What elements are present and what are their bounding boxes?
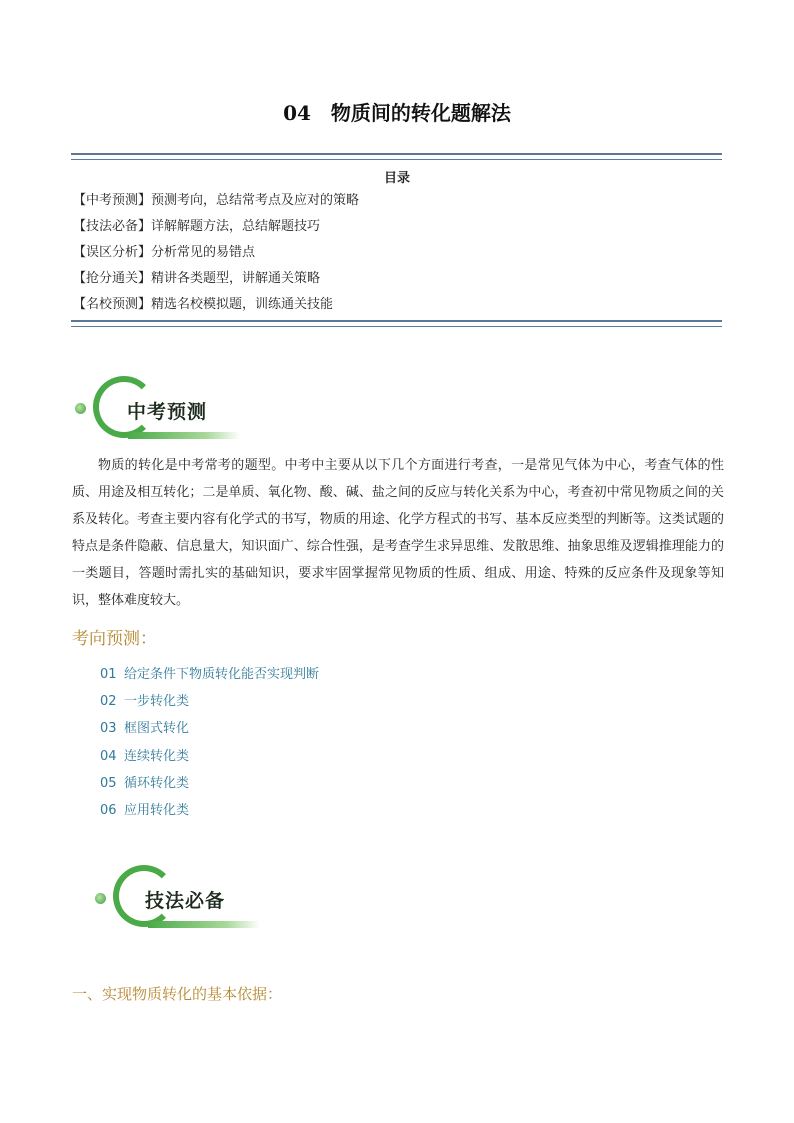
section-badge-jifa [92,858,292,938]
badge-underline [148,921,260,928]
page-title: 04 物质间的转化题解法 [283,101,511,125]
badge-dot-icon [75,403,86,414]
badge-underline [128,432,240,439]
kaoxiang-list [100,663,319,826]
section-heading: 一、实现物质转化的基本依据： [72,985,283,1003]
list-item: 03 框图式转化 [100,721,190,737]
list-item: 05 循环转化类 [100,775,190,791]
section-badge-label: 中考预测 [127,401,208,423]
section-badge-label: 技法必备 [145,890,226,912]
badge-dot-icon [95,893,106,904]
list-item: 06 应用转化类 [100,802,190,818]
section-badge-zhongkao [72,370,272,450]
toc-bottom-rule [71,320,722,327]
list-item: 02 一步转化类 [100,694,190,710]
toc-list [73,190,359,320]
toc-item: 【中考预测】预测考向，总结常考点及应对的策略 [73,193,360,208]
list-item: 04 连续转化类 [100,748,190,764]
toc-item: 【技法必备】详解解题方法，总结解题技巧 [73,219,321,234]
intro-paragraph: 物质的转化是中考常考的题型。中考中主要从以下几个方面进行考查，一是常见气体为中心，考查气体的性质、用途及相互转化；二是单质、氧化物、酸、碱、盐之间的反应与转化关系为中心，考查初中常见物质之间的关系及转化。考查主要内容有化学式的书写，物质的用途、化学方程式的书写、基本反应类型的判断等。这类试题的特点是条件隐蔽、信息量大，知识面广、综合性强，是考查学生求异思维、发散思维、抽象思维及逻辑推理能力的一类题目，答题时需扎实的基础知识，要求牢固掌握常见物质的性质、组成、用途、特殊的反应条件及现象等知识，整体难度较大。 [72,458,724,608]
toc-item: 【名校预测】精选名校模拟题，训练通关技能 [73,297,334,312]
toc-top-rule [71,153,722,160]
subheading-kaoxiang: 考向预测： [72,629,157,649]
toc-item: 【误区分析】分析常见的易错点 [73,245,256,260]
list-item: 01 给定条件下物质转化能否实现判断 [100,667,320,682]
toc-item: 【抢分通关】精讲各类题型，讲解通关策略 [73,271,321,286]
toc-heading: 目录 [383,171,410,186]
